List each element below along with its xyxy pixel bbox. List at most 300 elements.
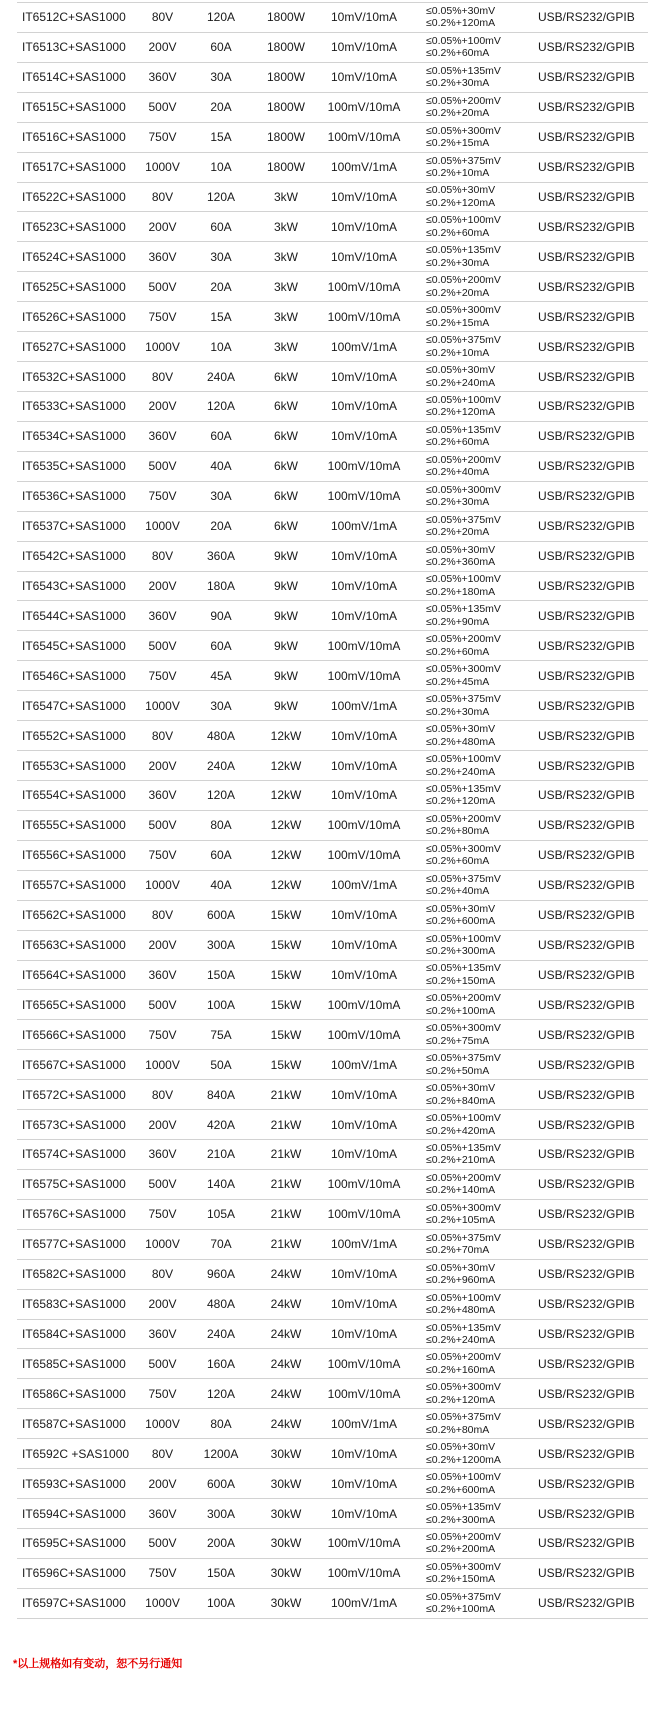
cell-power: 9kW <box>274 549 298 564</box>
cell-accuracy <box>408 35 530 60</box>
cell-interface: USB/RS232/GPIB <box>538 1177 635 1192</box>
cell-current: 210A <box>206 1147 236 1162</box>
accuracy-line-2: ≤0.2%+240mA <box>426 765 496 778</box>
cell-accuracy <box>408 1381 530 1406</box>
cell-power: 9kW <box>274 608 298 623</box>
cell-resolution: 100mV/10mA <box>327 130 401 145</box>
accuracy-line-1: ≤0.05%+375mV <box>426 334 501 347</box>
cell-resolution: 100mV/10mA <box>327 1386 401 1401</box>
accuracy-line-2: ≤0.2%+20mA <box>426 286 490 299</box>
cell-model: IT6526C+SAS1000 <box>22 309 126 324</box>
table-row <box>17 1409 648 1439</box>
cell-power: 30kW <box>270 1446 302 1461</box>
cell-accuracy <box>408 873 530 898</box>
cell-model: IT6576C+SAS1000 <box>22 1207 126 1222</box>
cell-interface: USB/RS232/GPIB <box>538 728 635 743</box>
cell-interface: USB/RS232/GPIB <box>538 1536 635 1551</box>
cell-model: IT6512C+SAS1000 <box>22 10 126 25</box>
cell-power: 30kW <box>270 1596 302 1611</box>
cell-accuracy <box>408 573 530 598</box>
accuracy-line-1: ≤0.05%+375mV <box>426 1590 501 1603</box>
cell-model: IT6533C+SAS1000 <box>22 399 126 414</box>
cell-accuracy <box>408 633 530 658</box>
cell-current: 840A <box>206 1087 236 1102</box>
cell-model: IT6543C+SAS1000 <box>22 578 126 593</box>
cell-power: 24kW <box>270 1297 302 1312</box>
cell-current: 60A <box>210 429 232 444</box>
cell-accuracy <box>408 544 530 569</box>
table-row <box>17 1020 648 1050</box>
accuracy-line-2: ≤0.2%+10mA <box>426 346 490 359</box>
cell-voltage: 750V <box>148 1207 177 1222</box>
accuracy-line-2: ≤0.2%+80mA <box>426 825 490 838</box>
cell-interface: USB/RS232/GPIB <box>538 638 635 653</box>
cell-resolution: 10mV/10mA <box>330 908 398 923</box>
cell-accuracy <box>408 1232 530 1257</box>
cell-resolution: 10mV/10mA <box>330 40 398 55</box>
accuracy-line-1: ≤0.05%+135mV <box>426 782 501 795</box>
cell-model: IT6554C+SAS1000 <box>22 788 126 803</box>
cell-voltage: 80V <box>151 369 174 384</box>
cell-resolution: 10mV/10mA <box>330 1267 398 1282</box>
accuracy-line-2: ≤0.2%+15mA <box>426 316 490 329</box>
cell-power: 15kW <box>270 938 302 953</box>
cell-interface: USB/RS232/GPIB <box>538 1476 635 1491</box>
cell-resolution: 100mV/1mA <box>330 339 398 354</box>
cell-voltage: 1000V <box>145 698 180 713</box>
cell-accuracy <box>408 1591 530 1616</box>
accuracy-line-1: ≤0.05%+30mV <box>426 1441 496 1454</box>
cell-interface: USB/RS232/GPIB <box>538 878 635 893</box>
table-row <box>17 1170 648 1200</box>
table-row <box>17 751 648 781</box>
cell-voltage: 200V <box>148 1476 177 1491</box>
accuracy-line-1: ≤0.05%+200mV <box>426 812 501 825</box>
cell-current: 20A <box>210 519 232 534</box>
table-row <box>17 362 648 392</box>
table-row <box>17 1559 648 1589</box>
cell-interface: USB/RS232/GPIB <box>538 130 635 145</box>
cell-current: 120A <box>206 1386 236 1401</box>
cell-model: IT6575C+SAS1000 <box>22 1177 126 1192</box>
table-row <box>17 781 648 811</box>
accuracy-line-1: ≤0.05%+375mV <box>426 1411 501 1424</box>
cell-voltage: 360V <box>148 967 177 982</box>
table-row <box>17 1529 648 1559</box>
accuracy-line-2: ≤0.2%+240mA <box>426 1334 496 1347</box>
cell-model: IT6555C+SAS1000 <box>22 818 126 833</box>
cell-voltage: 750V <box>148 1566 177 1581</box>
cell-voltage: 200V <box>148 40 177 55</box>
cell-accuracy <box>408 514 530 539</box>
cell-interface: USB/RS232/GPIB <box>538 429 635 444</box>
cell-power: 21kW <box>270 1237 302 1252</box>
cell-interface: USB/RS232/GPIB <box>538 189 635 204</box>
cell-current: 80A <box>210 1416 232 1431</box>
cell-accuracy <box>408 783 530 808</box>
cell-interface: USB/RS232/GPIB <box>538 489 635 504</box>
table-row <box>17 841 648 871</box>
cell-current: 80A <box>210 818 232 833</box>
cell-voltage: 500V <box>148 638 177 653</box>
cell-model: IT6592C +SAS1000 <box>22 1446 130 1461</box>
cell-interface: USB/RS232/GPIB <box>538 1506 635 1521</box>
table-row <box>17 63 648 93</box>
cell-resolution: 100mV/10mA <box>327 668 401 683</box>
cell-voltage: 1000V <box>145 339 180 354</box>
cell-model: IT6513C+SAS1000 <box>22 40 126 55</box>
accuracy-line-2: ≤0.2%+40mA <box>426 466 490 479</box>
cell-interface: USB/RS232/GPIB <box>538 578 635 593</box>
cell-current: 200A <box>206 1536 236 1551</box>
table-row <box>17 542 648 572</box>
accuracy-line-1: ≤0.05%+30mV <box>426 543 496 556</box>
cell-voltage: 1000V <box>145 878 180 893</box>
table-row <box>17 3 648 33</box>
cell-accuracy <box>408 1022 530 1047</box>
cell-model: IT6573C+SAS1000 <box>22 1117 126 1132</box>
cell-voltage: 200V <box>148 1297 177 1312</box>
cell-power: 3kW <box>274 219 298 234</box>
cell-power: 30kW <box>270 1536 302 1551</box>
cell-interface: USB/RS232/GPIB <box>538 908 635 923</box>
cell-interface: USB/RS232/GPIB <box>538 1416 635 1431</box>
table-row <box>17 1140 648 1170</box>
cell-accuracy <box>408 1292 530 1317</box>
cell-accuracy <box>408 1262 530 1287</box>
accuracy-line-1: ≤0.05%+100mV <box>426 573 501 586</box>
accuracy-line-1: ≤0.05%+200mV <box>426 1171 501 1184</box>
cell-model: IT6537C+SAS1000 <box>22 519 126 534</box>
accuracy-line-2: ≤0.2%+480mA <box>426 1304 496 1317</box>
cell-interface: USB/RS232/GPIB <box>538 1207 635 1222</box>
cell-power: 1800W <box>266 100 306 115</box>
cell-resolution: 10mV/10mA <box>330 549 398 564</box>
accuracy-line-1: ≤0.05%+135mV <box>426 603 501 616</box>
cell-model: IT6514C+SAS1000 <box>22 70 126 85</box>
cell-interface: USB/RS232/GPIB <box>538 1327 635 1342</box>
cell-interface: USB/RS232/GPIB <box>538 160 635 175</box>
cell-voltage: 80V <box>151 728 174 743</box>
accuracy-line-2: ≤0.2%+180mA <box>426 585 496 598</box>
accuracy-line-2: ≤0.2%+105mA <box>426 1214 496 1227</box>
cell-interface: USB/RS232/GPIB <box>538 1117 635 1132</box>
cell-voltage: 1000V <box>145 1416 180 1431</box>
accuracy-line-1: ≤0.05%+375mV <box>426 872 501 885</box>
cell-accuracy <box>408 65 530 90</box>
cell-model: IT6584C+SAS1000 <box>22 1327 126 1342</box>
cell-resolution: 100mV/1mA <box>330 698 398 713</box>
accuracy-line-2: ≤0.2%+300mA <box>426 1513 496 1526</box>
table-row <box>17 1290 648 1320</box>
cell-voltage: 80V <box>151 1446 174 1461</box>
cell-resolution: 100mV/10mA <box>327 459 401 474</box>
cell-model: IT6564C+SAS1000 <box>22 967 126 982</box>
accuracy-line-2: ≤0.2%+200mA <box>426 1543 496 1556</box>
cell-resolution: 10mV/10mA <box>330 1087 398 1102</box>
cell-resolution: 100mV/10mA <box>327 997 401 1012</box>
table-row <box>17 1050 648 1080</box>
cell-model: IT6517C+SAS1000 <box>22 160 126 175</box>
table-row <box>17 631 648 661</box>
cell-interface: USB/RS232/GPIB <box>538 459 635 474</box>
cell-accuracy <box>408 693 530 718</box>
cell-interface: USB/RS232/GPIB <box>538 1297 635 1312</box>
table-row <box>17 1379 648 1409</box>
accuracy-line-1: ≤0.05%+300mV <box>426 1381 501 1394</box>
accuracy-line-1: ≤0.05%+375mV <box>426 693 501 706</box>
cell-model: IT6516C+SAS1000 <box>22 130 126 145</box>
cell-accuracy <box>408 394 530 419</box>
cell-model: IT6572C+SAS1000 <box>22 1087 126 1102</box>
accuracy-line-2: ≤0.2%+120mA <box>426 1393 496 1406</box>
cell-accuracy <box>408 364 530 389</box>
cell-resolution: 100mV/10mA <box>327 1566 401 1581</box>
accuracy-line-1: ≤0.05%+135mV <box>426 423 501 436</box>
cell-current: 600A <box>206 1476 236 1491</box>
cell-model: IT6545C+SAS1000 <box>22 638 126 653</box>
cell-accuracy <box>408 962 530 987</box>
accuracy-line-2: ≤0.2%+30mA <box>426 705 490 718</box>
cell-model: IT6515C+SAS1000 <box>22 100 126 115</box>
cell-resolution: 10mV/10mA <box>330 1476 398 1491</box>
cell-voltage: 360V <box>148 1506 177 1521</box>
accuracy-line-2: ≤0.2%+30mA <box>426 77 490 90</box>
table-row <box>17 93 648 123</box>
cell-resolution: 10mV/10mA <box>330 189 398 204</box>
cell-interface: USB/RS232/GPIB <box>538 309 635 324</box>
cell-voltage: 200V <box>148 399 177 414</box>
cell-resolution: 10mV/10mA <box>330 967 398 982</box>
cell-resolution: 10mV/10mA <box>330 578 398 593</box>
cell-model: IT6553C+SAS1000 <box>22 758 126 773</box>
cell-accuracy <box>408 603 530 628</box>
cell-model: IT6523C+SAS1000 <box>22 219 126 234</box>
cell-power: 21kW <box>270 1087 302 1102</box>
cell-accuracy <box>408 1561 530 1586</box>
cell-power: 15kW <box>270 1057 302 1072</box>
accuracy-line-1: ≤0.05%+300mV <box>426 483 501 496</box>
accuracy-line-1: ≤0.05%+135mV <box>426 1501 501 1514</box>
accuracy-line-1: ≤0.05%+375mV <box>426 1052 501 1065</box>
table-row <box>17 153 648 183</box>
cell-model: IT6524C+SAS1000 <box>22 249 126 264</box>
cell-accuracy <box>408 903 530 928</box>
cell-interface: USB/RS232/GPIB <box>538 1087 635 1102</box>
accuracy-line-2: ≤0.2%+50mA <box>426 1064 490 1077</box>
cell-resolution: 10mV/10mA <box>330 1117 398 1132</box>
accuracy-line-1: ≤0.05%+200mV <box>426 992 501 1005</box>
accuracy-line-1: ≤0.05%+375mV <box>426 1231 501 1244</box>
cell-voltage: 360V <box>148 788 177 803</box>
cell-voltage: 360V <box>148 608 177 623</box>
cell-current: 120A <box>206 399 236 414</box>
cell-current: 300A <box>206 1506 236 1521</box>
cell-voltage: 1000V <box>145 519 180 534</box>
table-row <box>17 1110 648 1140</box>
cell-accuracy <box>408 1052 530 1077</box>
accuracy-line-1: ≤0.05%+300mV <box>426 1560 501 1573</box>
cell-accuracy <box>408 484 530 509</box>
cell-model: IT6577C+SAS1000 <box>22 1237 126 1252</box>
cell-interface: USB/RS232/GPIB <box>538 549 635 564</box>
accuracy-line-2: ≤0.2%+30mA <box>426 496 490 509</box>
cell-current: 120A <box>206 788 236 803</box>
accuracy-line-1: ≤0.05%+100mV <box>426 1112 501 1125</box>
table-row <box>17 1260 648 1290</box>
cell-accuracy <box>408 813 530 838</box>
cell-model: IT6522C+SAS1000 <box>22 189 126 204</box>
cell-voltage: 1000V <box>145 1596 180 1611</box>
cell-model: IT6534C+SAS1000 <box>22 429 126 444</box>
cell-model: IT6536C+SAS1000 <box>22 489 126 504</box>
cell-interface: USB/RS232/GPIB <box>538 219 635 234</box>
accuracy-line-1: ≤0.05%+100mV <box>426 932 501 945</box>
cell-power: 3kW <box>274 279 298 294</box>
accuracy-line-2: ≤0.2%+840mA <box>426 1094 496 1107</box>
cell-current: 240A <box>206 758 236 773</box>
cell-accuracy <box>408 1471 530 1496</box>
table-row <box>17 1230 648 1260</box>
cell-voltage: 500V <box>148 818 177 833</box>
cell-model: IT6546C+SAS1000 <box>22 668 126 683</box>
cell-model: IT6574C+SAS1000 <box>22 1147 126 1162</box>
cell-interface: USB/RS232/GPIB <box>538 698 635 713</box>
cell-power: 6kW <box>274 369 298 384</box>
cell-voltage: 500V <box>148 1356 177 1371</box>
cell-voltage: 750V <box>148 130 177 145</box>
cell-power: 9kW <box>274 698 298 713</box>
cell-current: 960A <box>206 1267 236 1282</box>
accuracy-line-2: ≤0.2%+600mA <box>426 915 496 928</box>
table-row <box>17 661 648 691</box>
cell-interface: USB/RS232/GPIB <box>538 788 635 803</box>
cell-current: 10A <box>210 160 232 175</box>
cell-interface: USB/RS232/GPIB <box>538 339 635 354</box>
table-row <box>17 931 648 961</box>
accuracy-line-1: ≤0.05%+100mV <box>426 393 501 406</box>
cell-accuracy <box>408 5 530 30</box>
cell-model: IT6582C+SAS1000 <box>22 1267 126 1282</box>
cell-voltage: 360V <box>148 1147 177 1162</box>
table-row <box>17 512 648 542</box>
cell-accuracy <box>408 454 530 479</box>
cell-current: 100A <box>206 1596 236 1611</box>
table-row <box>17 452 648 482</box>
cell-current: 15A <box>210 309 232 324</box>
cell-power: 15kW <box>270 997 302 1012</box>
cell-interface: USB/RS232/GPIB <box>538 1386 635 1401</box>
cell-current: 300A <box>206 938 236 953</box>
table-row <box>17 572 648 602</box>
cell-current: 20A <box>210 100 232 115</box>
cell-resolution: 10mV/10mA <box>330 1297 398 1312</box>
cell-current: 40A <box>210 878 232 893</box>
cell-model: IT6544C+SAS1000 <box>22 608 126 623</box>
cell-interface: USB/RS232/GPIB <box>538 997 635 1012</box>
cell-accuracy <box>408 214 530 239</box>
cell-accuracy <box>408 1531 530 1556</box>
accuracy-line-1: ≤0.05%+30mV <box>426 4 496 17</box>
cell-voltage: 200V <box>148 219 177 234</box>
cell-power: 1800W <box>266 40 306 55</box>
cell-model: IT6566C+SAS1000 <box>22 1027 126 1042</box>
cell-voltage: 1000V <box>145 1057 180 1072</box>
table-row <box>17 242 648 272</box>
cell-interface: USB/RS232/GPIB <box>538 70 635 85</box>
cell-interface: USB/RS232/GPIB <box>538 519 635 534</box>
table-row <box>17 33 648 63</box>
cell-model: IT6556C+SAS1000 <box>22 848 126 863</box>
cell-current: 150A <box>206 967 236 982</box>
cell-accuracy <box>408 992 530 1017</box>
cell-resolution: 100mV/10mA <box>327 848 401 863</box>
cell-power: 1800W <box>266 130 306 145</box>
cell-power: 12kW <box>270 788 302 803</box>
accuracy-line-2: ≤0.2%+420mA <box>426 1124 496 1137</box>
cell-resolution: 10mV/10mA <box>330 1147 398 1162</box>
cell-power: 3kW <box>274 249 298 264</box>
spec-table <box>17 2 648 1619</box>
cell-interface: USB/RS232/GPIB <box>538 1057 635 1072</box>
cell-resolution: 10mV/10mA <box>330 399 398 414</box>
accuracy-line-2: ≤0.2%+1200mA <box>426 1453 501 1466</box>
cell-current: 150A <box>206 1566 236 1581</box>
cell-power: 3kW <box>274 339 298 354</box>
cell-model: IT6583C+SAS1000 <box>22 1297 126 1312</box>
accuracy-line-2: ≤0.2%+100mA <box>426 1603 496 1616</box>
cell-voltage: 750V <box>148 668 177 683</box>
accuracy-line-1: ≤0.05%+30mV <box>426 184 496 197</box>
cell-resolution: 100mV/1mA <box>330 519 398 534</box>
cell-resolution: 100mV/10mA <box>327 1536 401 1551</box>
accuracy-line-1: ≤0.05%+375mV <box>426 154 501 167</box>
cell-voltage: 750V <box>148 848 177 863</box>
cell-resolution: 10mV/10mA <box>330 219 398 234</box>
cell-model: IT6542C+SAS1000 <box>22 549 126 564</box>
spec-page <box>0 2 661 1671</box>
accuracy-line-1: ≤0.05%+30mV <box>426 364 496 377</box>
cell-accuracy <box>408 1112 530 1137</box>
cell-model: IT6532C+SAS1000 <box>22 369 126 384</box>
cell-model: IT6586C+SAS1000 <box>22 1386 126 1401</box>
cell-current: 105A <box>206 1207 236 1222</box>
cell-current: 240A <box>206 1327 236 1342</box>
accuracy-line-1: ≤0.05%+200mV <box>426 1530 501 1543</box>
cell-interface: USB/RS232/GPIB <box>538 1267 635 1282</box>
cell-voltage: 500V <box>148 279 177 294</box>
accuracy-line-2: ≤0.2%+210mA <box>426 1154 496 1167</box>
table-row <box>17 123 648 153</box>
cell-interface: USB/RS232/GPIB <box>538 758 635 773</box>
cell-model: IT6593C+SAS1000 <box>22 1476 126 1491</box>
cell-model: IT6552C+SAS1000 <box>22 728 126 743</box>
table-row <box>17 1320 648 1350</box>
accuracy-line-1: ≤0.05%+375mV <box>426 513 501 526</box>
table-row <box>17 212 648 242</box>
table-row <box>17 961 648 991</box>
accuracy-line-2: ≤0.2%+30mA <box>426 256 490 269</box>
cell-resolution: 100mV/10mA <box>327 309 401 324</box>
cell-power: 12kW <box>270 848 302 863</box>
accuracy-line-2: ≤0.2%+240mA <box>426 376 496 389</box>
cell-accuracy <box>408 155 530 180</box>
cell-model: IT6587C+SAS1000 <box>22 1416 126 1431</box>
cell-current: 100A <box>206 997 236 1012</box>
cell-interface: USB/RS232/GPIB <box>538 249 635 264</box>
cell-resolution: 100mV/1mA <box>330 1416 398 1431</box>
cell-power: 24kW <box>270 1416 302 1431</box>
